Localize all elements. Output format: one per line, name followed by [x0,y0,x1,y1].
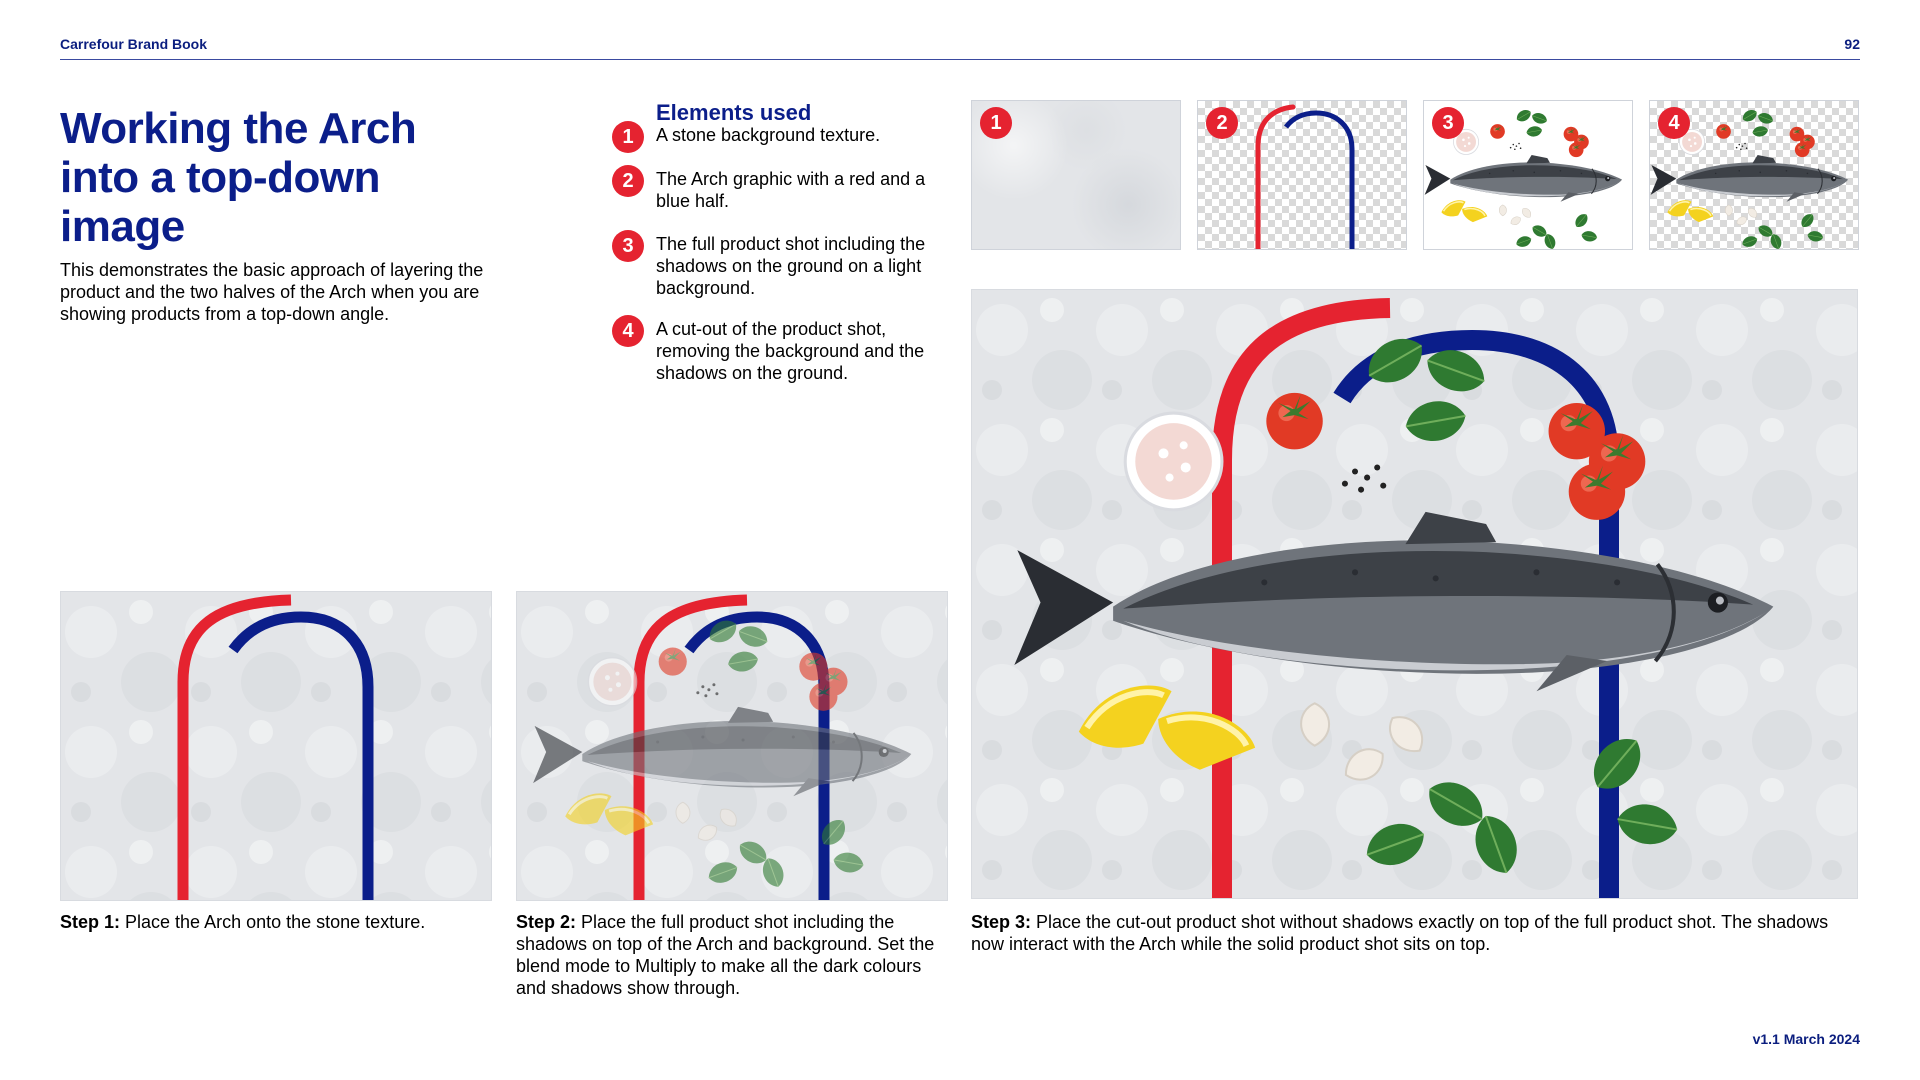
thumbnail-stone-texture [971,100,1181,250]
page-number: 92 [1844,36,1860,52]
step3-text: Place the cut-out product shot without shadows exactly on top of the full product shot. The shadows now interact with the Arch while the solid product shot sits on top. [971,912,1829,954]
step3-caption [971,911,1861,955]
arch-with-multiplied-product [517,592,948,901]
page-title: Working the Arch into a top-down image [60,104,417,251]
step2-caption [516,911,956,999]
step2-text: Place the full product shot including the shadows on top of the Arch and background. Set the blend mode to Multiply to make all the dark colours and shadows show through. [516,912,935,998]
elements-heading: Elements used [656,100,812,125]
element-number-badge: 2 [612,165,644,197]
final-composite [972,290,1858,899]
version-label: v1.1 March 2024 [1752,1031,1860,1047]
element-item [612,165,952,215]
element-item [612,315,952,385]
thumbnail-number-badge: 2 [1206,107,1238,139]
element-text: The full product shot including the shadows on the ground on a light background. [656,234,926,298]
intro-text: This demonstrates the basic approach of layering the product and the two halves of the Arch when you are showing products from a top-down angle. [60,260,484,324]
thumbnail-number-badge: 1 [980,107,1012,139]
thumbnail-number-badge: 4 [1658,107,1690,139]
header-divider [60,59,1860,60]
arch-on-stone [61,592,492,901]
step1-text: Place the Arch onto the stone texture. [120,912,426,932]
element-number-badge: 1 [612,121,644,153]
step1-image [60,591,492,901]
element-item [612,121,952,161]
thumbnail-arch-graphic [1197,100,1407,250]
step1-label: Step 1: [60,912,121,932]
thumbnail-product-cutout [1649,100,1859,250]
element-text: A cut-out of the product shot, removing the background and the shadows on the ground. [656,319,925,383]
element-item [612,230,952,300]
thumbnail-product-shot [1423,100,1633,250]
step3-label: Step 3: [971,912,1032,932]
element-text: The Arch graphic with a red and a blue half. [656,169,926,211]
step1-caption [60,911,500,933]
step2-label: Step 2: [516,912,577,932]
brand-name: Carrefour Brand Book [60,36,208,52]
step3-image [971,289,1858,899]
step2-image [516,591,948,901]
element-text: A stone background texture. [656,125,881,145]
element-number-badge: 3 [612,230,644,262]
element-number-badge: 4 [612,315,644,347]
thumbnail-number-badge: 3 [1432,107,1464,139]
